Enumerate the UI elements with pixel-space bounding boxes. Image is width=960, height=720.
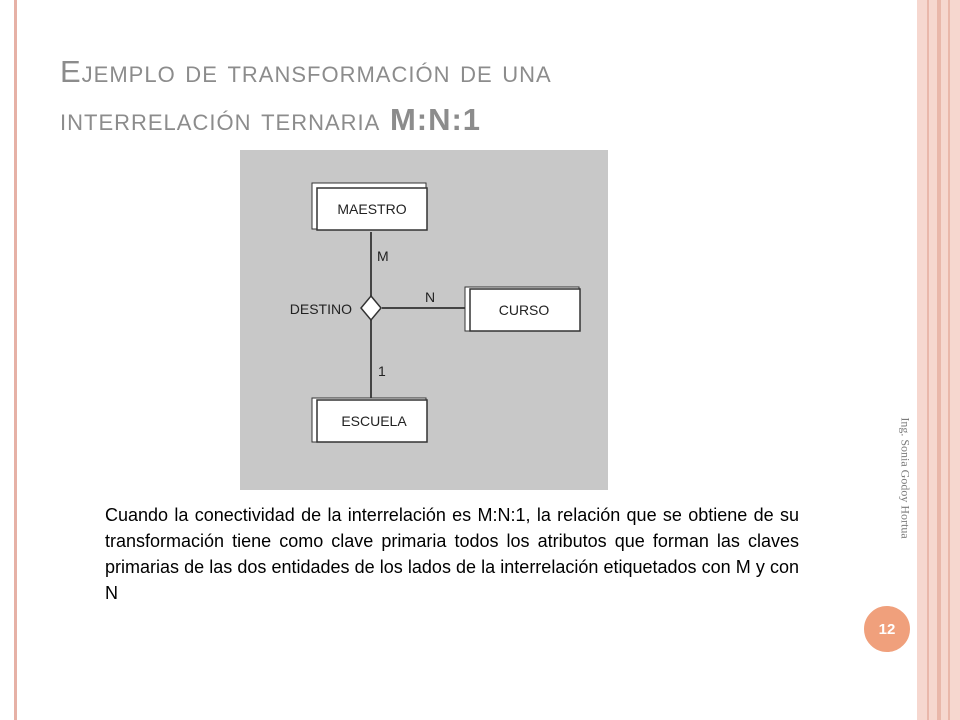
- title-cardinality: M:N:1: [389, 102, 482, 137]
- er-diagram-svg: [240, 150, 608, 490]
- entity-escuela: [312, 398, 427, 442]
- title-line-2: [60, 96, 880, 144]
- cardinality-m: M: [377, 248, 389, 264]
- author-credit: Ing. Sonia Godoy Hortua: [898, 417, 913, 539]
- entity-curso: [465, 287, 580, 331]
- explanation-text: Cuando la conectividad de la interrelación es M:N:1, la relación que se obtiene de su transformación tiene como clave primaria todos los atributos que forman las claves primarias de las dos entidades de los lados de la interrelación etiquetados con M y con N: [105, 505, 799, 603]
- left-decorative-rule: [14, 0, 17, 720]
- title-line-1: Ejemplo de transformación de una: [60, 54, 552, 89]
- relationship-diamond: [361, 296, 381, 320]
- entity-curso-label: CURSO: [498, 302, 550, 318]
- cardinality-1: 1: [378, 363, 386, 379]
- entity-escuela-label: ESCUELA: [341, 413, 407, 429]
- entity-maestro: [312, 183, 427, 230]
- er-diagram: [240, 150, 608, 490]
- slide-title: [60, 48, 880, 144]
- relationship-label: DESTINO: [289, 301, 352, 317]
- cardinality-n: N: [425, 289, 436, 305]
- entity-maestro-label: MAESTRO: [337, 201, 407, 217]
- title-line-2-text: interrelación ternaria: [60, 102, 390, 137]
- right-decorative-frame: [917, 0, 960, 720]
- page-number-badge: 12: [862, 604, 912, 654]
